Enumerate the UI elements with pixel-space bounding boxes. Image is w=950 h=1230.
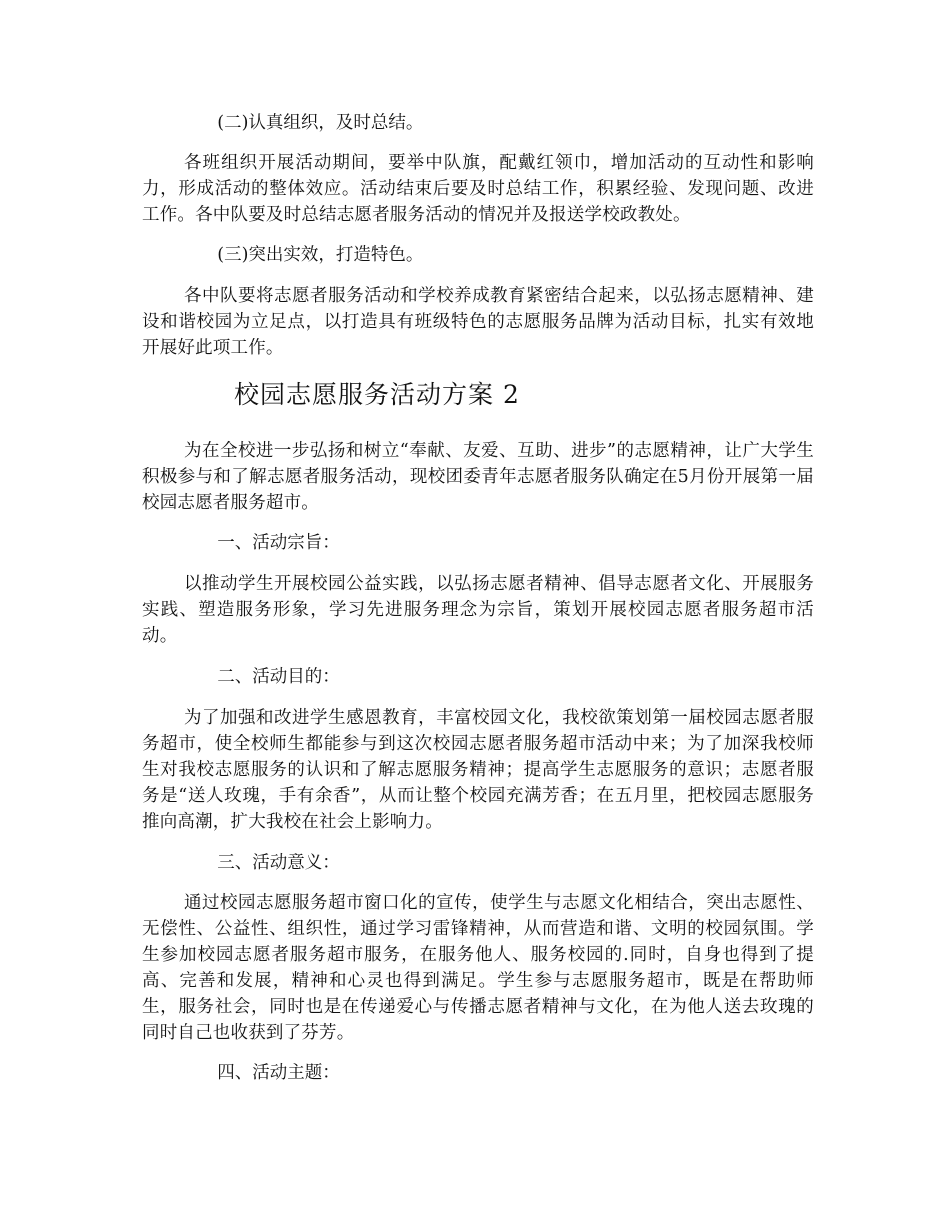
meaning-heading: 三、活动意义： [217,853,340,873]
meaning-paragraph: 通过校园志愿服务超市窗口化的宣传，使学生与志愿文化相结合，突出志愿性、无偿性、公益性、组织性，通过学习雷锋精神，从而营造和谐、文明的校园氛围。学生参加校园志愿者服务超市服务，在服务他人、服务校园的.同时，自身也得到了提高、完善和发展，精神和心灵也得到满足。学生参与志愿服务超市，既是在帮助师生，服务社会，同时也是在传递爱心与传播志愿者精神与文化，在为他人送去玫瑰的同时自己也收获到了芬芳。 [142,893,814,1043]
document-title: 校园志愿服务活动方案 2 [234,380,520,409]
theme-heading: 四、活动主题： [217,1063,340,1083]
goal-heading: 二、活动目的： [217,667,340,687]
section-three-body: 各中队要将志愿者服务活动和学校养成教育紧密结合起来，以弘扬志愿精神、建设和谐校园为立足点，以打造具有班级特色的志愿服务品牌为活动目标，扎实有效地开展好此项工作。 [142,286,814,358]
purpose-paragraph: 以推动学生开展校园公益实践，以弘扬志愿者精神、倡导志愿者文化、开展服务实践、塑造服务形象，学习先进服务理念为宗旨，策划开展校园志愿者服务超市活动。 [142,574,814,646]
section-two-body: 各班组织开展活动期间，要举中队旗，配戴红领巾，增加活动的互动性和影响力，形成活动的整体效应。活动结束后要及时总结工作，积累经验、发现问题、改进工作。各中队要及时总结志愿者服务活动的情况并及报送学校政教处。 [142,153,814,225]
goal-paragraph: 为了加强和改进学生感恩教育，丰富校园文化，我校欲策划第一届校园志愿者服务超市，使全校师生都能参与到这次校园志愿者服务超市活动中来；为了加深我校师生对我校志愿服务的认识和了解志愿服务精神；提高学生志愿服务的意识；志愿者服务是“送人玫瑰，手有余香”，从而让整个校园充满芳香；在五月里，把校园志愿服务推向高潮，扩大我校在社会上影响力。 [142,708,814,832]
purpose-heading: 一、活动宗旨： [217,533,340,553]
section-two-heading: (二)认真组织，及时总结。 [217,113,424,133]
section-three-heading: (三)突出实效，打造特色。 [217,245,424,265]
intro-paragraph: 为在全校进一步弘扬和树立“奉献、友爱、互助、进步”的志愿精神，让广大学生积极参与和了解志愿者服务活动，现校团委青年志愿者服务队确定在5月份开展第一届校园志愿者服务超市。 [142,441,814,513]
